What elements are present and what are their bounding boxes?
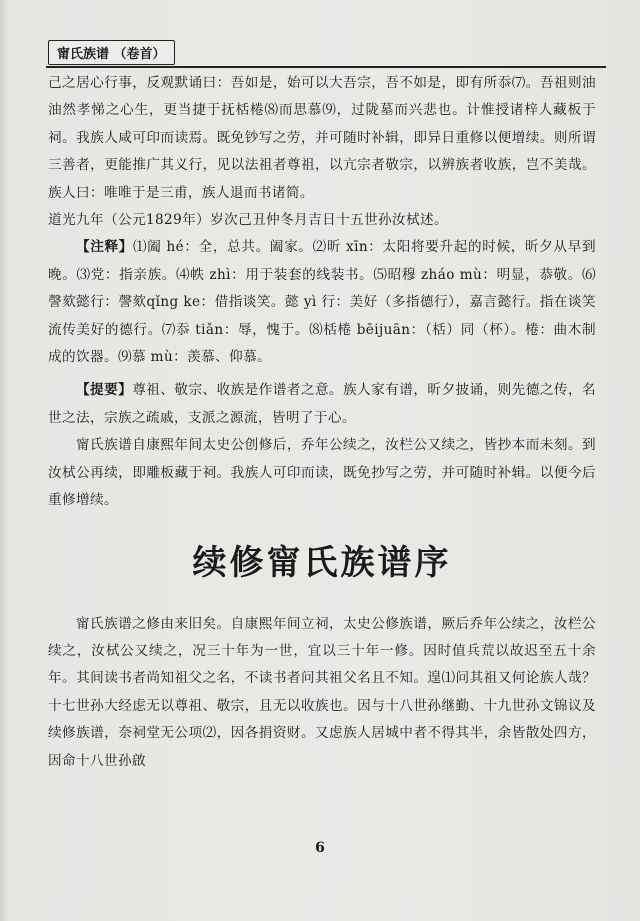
notes-paragraph	[48, 234, 596, 371]
notes-text: ⑴阖 hé：全，总共。阖家。⑵昕 xīn：太阳将要升起的时候，昕夕从早到晚。⑶党：指亲族。⑷帙 zhì：用于装套的线装书。⑸昭穆 zháo mù：明显，恭敬。⑹謦欬懿行：謦欬qǐng ke：借指谈笑。懿 yì 行：美好（多指德行），嘉言懿行。指在谈笑流传美好的德行。⑺忝 tiǎn：辱，愧于。⑻栝棬 bēijuān：（栝）同（杯）。棬：曲木制成的饮器。⑼慕 mù：羡慕、仰慕。	[48, 239, 596, 366]
header-title: 甯氏族谱	[57, 47, 110, 62]
summary-label: 【提要】	[76, 382, 133, 399]
notes-label: 【注释】	[76, 239, 133, 256]
header-box	[48, 40, 175, 65]
page-number: 6	[315, 840, 325, 856]
section-title: 续修甯氏族谱序	[192, 542, 452, 583]
paragraph-continued: 己之居心行事，反观默诵曰：吾如是，始可以大吾宗，吾不如是，即有所忝⑺。吾祖则油油然孝悌之心生，更当捷于抚栝棬⑻而思慕⑼，过陇墓而兴悲也。计惟授诸梓人藏板于祠。我族人咸可印而读焉。既免钞写之劳，并可随时补辑，即异日重修以便增续。则所谓三善者，更能推广其义行，见以法祖者尊祖，以亢宗者敬宗，以辨族者收族，岂不美哉。族人曰：唯唯于是三甫，族人退而书诸简。	[48, 75, 596, 201]
header-rule	[46, 66, 606, 68]
date-line: 道光九年（公元1829年）岁次己丑仲冬月吉日十五世孙汝栻述。	[48, 212, 449, 229]
section-body: 甯氏族谱之修由来旧矣。自康熙年间立祠，太史公修族谱，厥后乔年公续之，汝栏公续之，汝栻公又续之，况三十年为一世，宜以三十年一修。因时值兵荒以故迟至五十余年。其间读书者尚知祖父之名，不读书者问其祖父名且不知。遑⑴问其祖又何论族人哉？十七世孙大经虑无以尊祖、敬宗，且无以收族也。因与十八世孙继勤、十九世孙文锦议及续修族谱，奈祠堂无公项⑵，因各捐资财。又虑族人居城中者不得其半，余皆散处四方，因命十八世孙啟	[48, 615, 596, 769]
header-subtitle: （卷首）	[113, 47, 166, 62]
summary-text: 尊祖、敬宗、收族是作谱者之意。族人家有谱，昕夕披诵，则先德之传，名世之法，宗族之疏戚，支派之源流，皆明了于心。	[48, 382, 596, 426]
running-header	[48, 40, 175, 65]
summary-paragraph	[48, 377, 596, 432]
paragraph-history: 甯氏族谱自康熙年间太史公创修后，乔年公续之，汝栏公又续之，皆抄本而未刻。到汝栻公再续，即雕板藏于祠。我族人可印而读，既免抄写之劳，并可随时补辑。以便今后重修增续。	[48, 437, 596, 509]
page-body	[48, 70, 596, 775]
